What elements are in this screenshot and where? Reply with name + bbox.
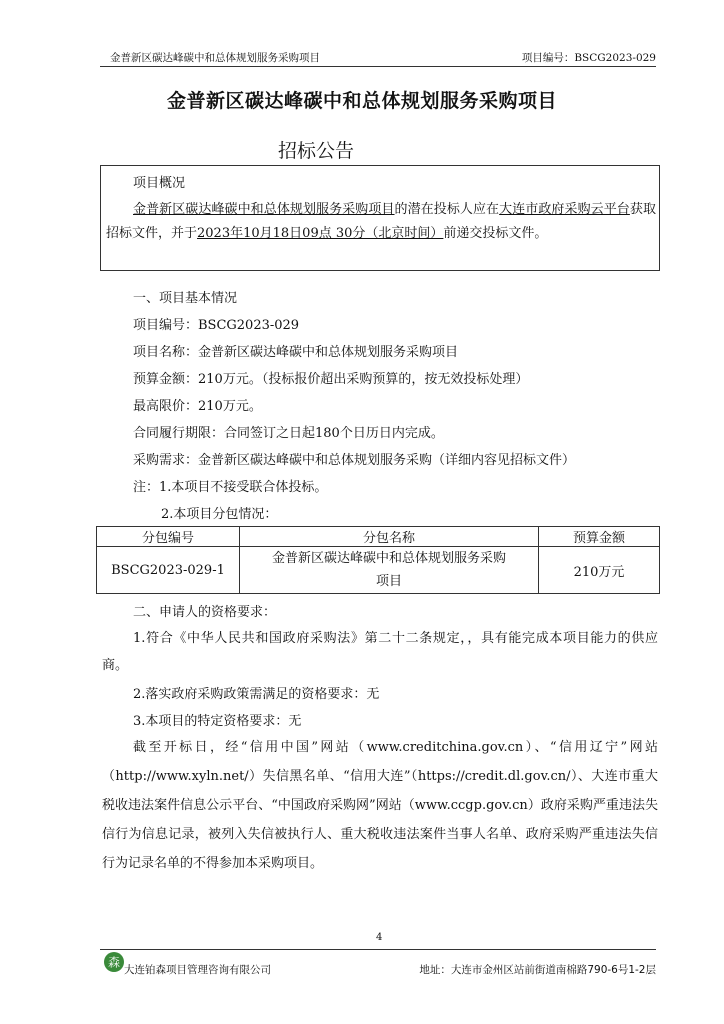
section1-line-budget: 预算金额：210万元。（投标报价超出采购预算的，按无效投标处理） <box>133 372 529 387</box>
package-cell-budget: 210万元 <box>539 547 660 594</box>
section1-line-project-number: 项目编号：BSCG2023-029 <box>133 318 300 333</box>
table-row <box>97 547 660 594</box>
section1-line-requirement: 采购需求：金普新区碳达峰碳中和总体规划服务采购（详细内容见招标文件） <box>133 453 576 468</box>
company-logo-icon <box>103 951 125 973</box>
header-project-name: 金普新区碳达峰碳中和总体规划服务采购项目 <box>110 52 320 64</box>
overview-text-1: 的潜在投标人应在 <box>394 202 500 217</box>
overview-deadline: 2023年10月18日09点 30分（北京时间） <box>197 226 444 241</box>
overview-heading: 项目概况 <box>133 176 186 191</box>
package-table <box>96 526 660 594</box>
section2-item-2: 2.落实政府采购政策需满足的资格要求：无 <box>133 687 380 702</box>
package-table-header-row <box>97 527 660 547</box>
section1-line-project-name: 项目名称：金普新区碳达峰碳中和总体规划服务采购项目 <box>133 345 459 360</box>
section1-heading: 一、项目基本情况 <box>133 291 238 306</box>
footer-divider <box>100 949 656 950</box>
overview-box <box>100 165 660 271</box>
page-number: 4 <box>376 932 383 943</box>
document-title: 金普新区碳达峰碳中和总体规划服务采购项目 <box>166 90 557 112</box>
package-cell-number: BSCG2023-029-1 <box>97 547 240 594</box>
overview-text-2: 获取招标文件，并于 <box>106 202 656 241</box>
overview-text-3: 前递交投标文件。 <box>443 226 548 241</box>
section1-note-1: 注：1.本项目不接受联合体投标。 <box>133 480 328 495</box>
section1-line-contract-period: 合同履行期限：合同签订之日起180个日历日内完成。 <box>133 426 444 441</box>
overview-project-link: 金普新区碳达峰碳中和总体规划服务采购项目 <box>133 202 395 217</box>
footer-company: 大连铂森项目管理咨询有限公司 <box>124 964 271 976</box>
overview-text <box>106 198 656 246</box>
package-header-budget: 预算金额 <box>539 527 660 547</box>
header-project-number: 项目编号：BSCG2023-029 <box>521 52 656 64</box>
package-header-name: 分包名称 <box>240 527 539 547</box>
document-subtitle: 招标公告 <box>278 140 355 162</box>
footer-address: 地址：大连市金州区站前街道南棉路790-6号1-2层 <box>419 964 656 976</box>
overview-platform-link: 大连市政府采购云平台 <box>499 202 630 217</box>
package-header-number: 分包编号 <box>97 527 240 547</box>
logo-glyph: 森 <box>107 955 121 970</box>
section2-item-3: 3.本项目的特定资格要求：无 <box>133 714 302 729</box>
header-divider <box>100 66 656 67</box>
section2-heading: 二、申请人的资格要求： <box>133 605 277 620</box>
package-cell-name: 金普新区碳达峰碳中和总体规划服务采购项目 <box>240 547 539 594</box>
section1-note-2: 2.本项目分包情况： <box>161 507 278 522</box>
section1-line-max-price: 最高限价：210万元。 <box>133 399 262 414</box>
section2-item-1: 1.符合《中华人民共和国政府采购法》第二十二条规定，，具有能完成本项目能力的供应商。 <box>102 631 658 673</box>
section2-credit-paragraph: 截至开标日，经“信用中国”网站（www.creditchina.gov.cn）、“信用辽宁”网站（http://www.xyln.net/）失信黑名单、“信用大连”（https://credit.dl.gov.cn/）、大连市重大税收违法案件信息公示平台、“中国政府采购网”网站（www.ccgp.gov.cn）政府采购严重违法失信行为信息记录，被列入失信被执行人、重大税收违法案件当事人名单、政府采购严重违法失信行为记录名单的不得参加本采购项目。 <box>102 740 658 871</box>
